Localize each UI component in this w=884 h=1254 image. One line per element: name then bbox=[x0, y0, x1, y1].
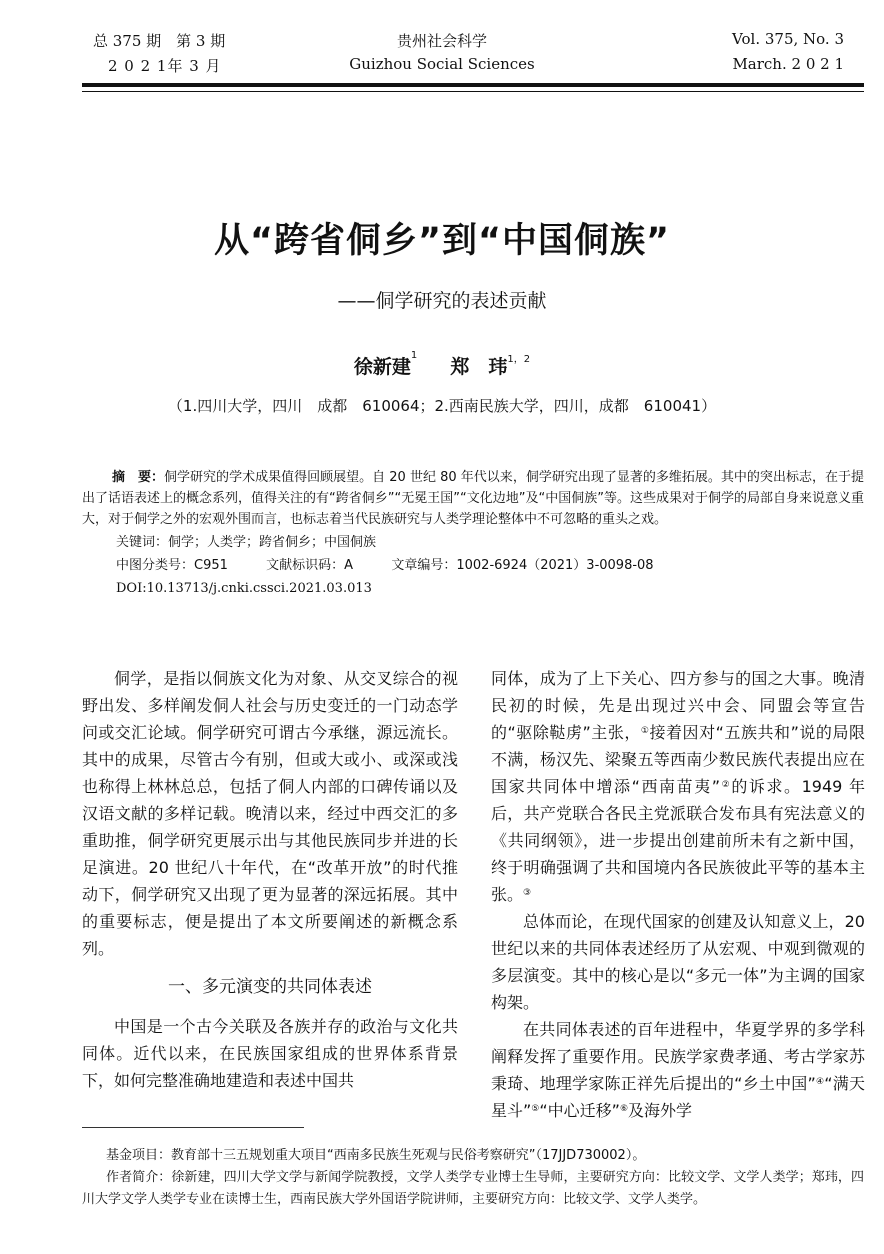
document-code: 文献标识码：A bbox=[266, 558, 354, 573]
header-rule-thick bbox=[82, 83, 864, 87]
author-line bbox=[0, 352, 884, 379]
body-paragraph bbox=[491, 1016, 865, 1124]
body-text: 同体，成为了上下关心、四方参与的国之大事。晚清民初的时候，先是出现过兴中会、同盟会等宣告的“驱除鞑虏”主张， bbox=[491, 669, 865, 742]
body-paragraph bbox=[491, 665, 865, 908]
keywords: 关键词：侗学；人类学；跨省侗乡；中国侗族 bbox=[116, 535, 377, 550]
footnote-ref: ④ bbox=[815, 1077, 825, 1087]
paper-subtitle: ——侗学研究的表述贡献 bbox=[337, 290, 547, 312]
journal-name-en: Guizhou Social Sciences bbox=[349, 55, 535, 73]
paper-title: 从“跨省侗乡”到“中国侗族” bbox=[213, 221, 670, 261]
volume-number: Vol. 375, No. 3 bbox=[732, 30, 844, 48]
body-text: 接着因对“五族共和”说的局限不满，杨汉先、梁聚五等西南少数民族代表提出应在国家共同体中增添“西南苗夷” bbox=[491, 723, 865, 796]
footnote-ref: ⑥ bbox=[619, 1104, 629, 1114]
footnote-ref: ② bbox=[720, 780, 732, 790]
affiliations: （1.四川大学，四川 成都 610064；2.西南民族大学，四川，成都 610041） bbox=[167, 397, 717, 415]
clc-number: 中图分类号：C951 bbox=[116, 558, 228, 573]
issue-date-en: March. 2 0 2 1 bbox=[732, 55, 844, 73]
author-name: 徐新建 bbox=[353, 356, 411, 378]
footnote-rule bbox=[82, 1127, 304, 1128]
author-bio-note: 作者简介：徐新建，四川大学文学与新闻学院教授，文学人类学专业博士生导师，主要研究方向：比较文学、文学人类学；郑玮，四川大学文学人类学专业在读博士生，西南民族大学外国语学院讲师，主要研究方向：比较文学、文学人类学。 bbox=[82, 1170, 864, 1207]
abstract bbox=[82, 467, 864, 599]
body-paragraph: 中国是一个古今关联及各族并存的政治与文化共同体。近代以来，在民族国家组成的世界体系背景下，如何完整准确地建造和表述中国共 bbox=[82, 1017, 458, 1090]
fund-note: 基金项目：教育部十三五规划重大项目“西南多民族生死观与民俗考察研究”（17JJD730002）。 bbox=[106, 1148, 646, 1163]
footnote-ref: ① bbox=[640, 726, 650, 736]
author-affil-mark: 1 bbox=[410, 350, 418, 361]
body-paragraph: 总体而论，在现代国家的创建及认知意义上，20 世纪以来的共同体表述经历了从宏观、中观到微观的多层演变。其中的核心是以“多元一体”为主调的国家构架。 bbox=[491, 912, 865, 1012]
footnotes bbox=[82, 1145, 864, 1211]
section-heading: 一、多元演变的共同体表述 bbox=[168, 977, 372, 997]
abstract-text: 侗学研究的学术成果值得回顾展望。自 20 世纪 80 年代以来，侗学研究出现了显著的多维拓展。其中的突出标志，在于提出了话语表述上的概念系列，值得关注的有“跨省侗乡”“无冕王国”“文化边地”及“中国侗族”等。这些成果对于侗学的局部自身来说意义重大，对于侗学之外的宏观外围而言，也标志着当代民族研究与人类学理论整体中不可忽略的重头之戏。 bbox=[82, 470, 864, 527]
issue-date-cn: 2 0 2 1年 3 月 bbox=[108, 57, 222, 75]
body-text: “中心迁移” bbox=[539, 1101, 620, 1120]
author-name: 郑 玮 bbox=[450, 356, 508, 378]
body-paragraph: 侗学，是指以侗族文化为对象、从交叉综合的视野出发、多样阐发侗人社会与历史变迁的一门动态学问或交汇论域。侗学研究可谓古今承继，源远流长。其中的成果，尽管古今有别，但或大或小、或深或浅也称得上林林总总，包括了侗人内部的口碑传诵以及汉语文献的多样记载。晚清以来，经过中西交汇的多重助推，侗学研究更展示出与其他民族同步并进的长足演进。20 世纪八十年代，在“改革开放”的时代推动下，侗学研究又出现了更为显著的深远拓展。其中的重要标志，便是提出了本文所要阐述的新概念系列。 bbox=[82, 669, 458, 958]
article-number: 文章编号：1002-6924（2021）3-0098-08 bbox=[391, 558, 654, 573]
issue-number: 总 375 期 第 3 期 bbox=[93, 32, 226, 50]
author-affil-mark: 1，2 bbox=[507, 354, 531, 365]
header-rule-thin bbox=[82, 91, 864, 92]
footnote-ref: ⑤ bbox=[531, 1104, 540, 1114]
doi: DOI:10.13713/j.cnki.cssci.2021.03.013 bbox=[116, 581, 372, 596]
footnote-ref: ③ bbox=[523, 888, 532, 898]
journal-name-cn: 贵州社会科学 bbox=[396, 32, 487, 50]
body-text: 在共同体表述的百年进程中，华夏学界的多学科阐释发挥了重要作用。民族学家费孝通、考古学家苏秉琦、地理学家陈正祥先后提出的“乡土中国” bbox=[491, 1020, 865, 1093]
abstract-label: 摘 要： bbox=[112, 470, 165, 485]
body-text: “满天星斗” bbox=[491, 1074, 865, 1120]
classification-line bbox=[116, 555, 864, 576]
body-left-column bbox=[82, 665, 458, 1094]
body-right-column bbox=[491, 665, 865, 1124]
body-text: 及海外学 bbox=[628, 1101, 693, 1120]
body-text: 的诉求。1949 年后，共产党联合各民主党派联合发布具有宪法意义的《共同纲领》，进一步提出创建前所未有之新中国，终于明确强调了共和国境内各民族彼此平等的基本主张。 bbox=[491, 777, 865, 904]
